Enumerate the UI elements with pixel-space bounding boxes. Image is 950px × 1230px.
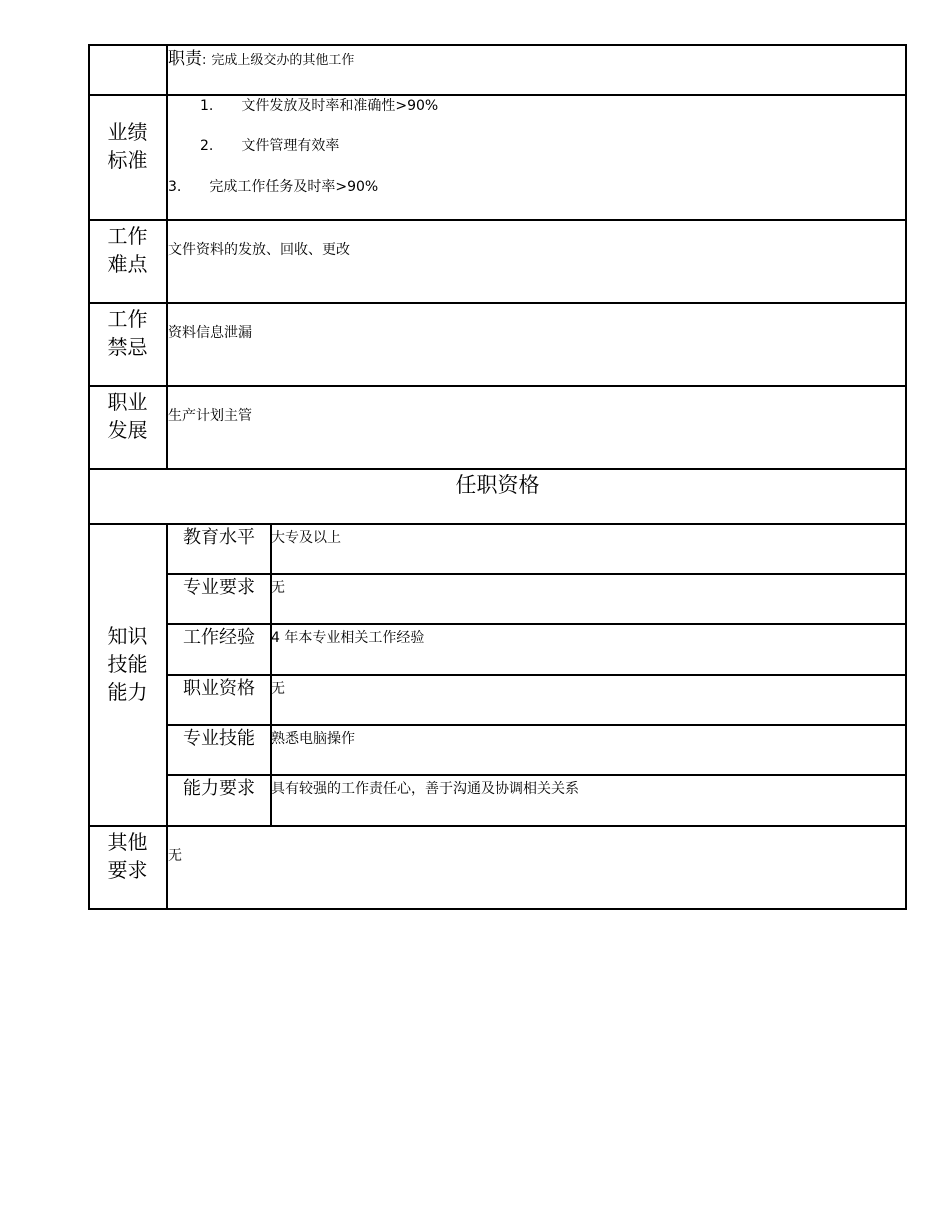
performance-label (88, 118, 167, 174)
row-divider (88, 468, 907, 470)
knowledge-label-line1: 知识 (107, 624, 148, 648)
certification-label: 职业资格 (183, 678, 255, 699)
responsibility-colon: : (202, 53, 207, 68)
taboo-label-line1: 工作 (107, 307, 148, 331)
performance-item (168, 180, 378, 194)
row-divider (88, 825, 907, 827)
row-divider (88, 385, 907, 387)
performance-label-line1: 业绩 (107, 120, 148, 144)
sub-row-divider (167, 674, 907, 676)
career-label-line2: 发展 (107, 418, 148, 442)
skills-label: 专业技能 (183, 728, 255, 749)
performance-item (200, 99, 438, 113)
difficulty-value: 文件资料的发放、回收、更改 (168, 242, 350, 258)
performance-item-number: 3. (168, 179, 182, 195)
career-value: 生产计划主管 (168, 408, 252, 424)
sub-row-divider (167, 623, 907, 625)
career-label-line1: 职业 (107, 390, 148, 414)
other-label (88, 828, 167, 884)
sub-row-divider (167, 573, 907, 575)
taboo-value: 资料信息泄漏 (168, 325, 252, 341)
knowledge-label-line3: 能力 (107, 680, 148, 704)
career-label (88, 388, 167, 444)
other-label-line1: 其他 (107, 830, 148, 854)
difficulty-label-line2: 难点 (107, 252, 148, 276)
certification-value: 无 (271, 681, 285, 697)
row-divider (88, 94, 907, 96)
ability-value: 具有较强的工作责任心，善于沟通及协调相关关系 (271, 781, 579, 797)
sub-row-divider (167, 774, 907, 776)
difficulty-label-line1: 工作 (107, 224, 148, 248)
qualification-title: 任职资格 (455, 473, 540, 497)
row-divider (88, 523, 907, 525)
major-label: 专业要求 (183, 577, 255, 598)
other-label-line2: 要求 (107, 858, 148, 882)
difficulty-label (88, 222, 167, 278)
performance-label-line2: 标准 (107, 148, 148, 172)
performance-item (200, 139, 339, 153)
other-value: 无 (168, 848, 182, 864)
major-value: 无 (271, 580, 285, 596)
taboo-label-line2: 禁忌 (107, 335, 148, 359)
taboo-label (88, 305, 167, 361)
experience-value: 4 年本专业相关工作经验 (271, 630, 425, 646)
skills-value: 熟悉电脑操作 (271, 731, 355, 747)
knowledge-label-line2: 技能 (107, 652, 148, 676)
ability-label: 能力要求 (183, 778, 255, 799)
performance-item-number: 1. (200, 98, 214, 114)
responsibility-line (168, 51, 354, 68)
knowledge-label (88, 622, 167, 706)
performance-item-text: 完成工作任务及时率>90% (209, 179, 379, 195)
table-border-bottom (88, 908, 907, 910)
experience-label: 工作经验 (183, 627, 255, 648)
performance-item-text: 文件发放及时率和准确性>90% (241, 98, 439, 114)
sub-row-divider (167, 724, 907, 726)
table-border-top (88, 44, 907, 46)
row-divider (88, 219, 907, 221)
performance-item-number: 2. (200, 138, 214, 154)
education-label: 教育水平 (183, 527, 255, 548)
education-value: 大专及以上 (271, 530, 341, 546)
performance-item-text: 文件管理有效率 (241, 138, 340, 154)
responsibility-prefix: 职责 (168, 49, 202, 69)
row-divider (88, 302, 907, 304)
responsibility-text: 完成上级交办的其他工作 (211, 53, 355, 68)
job-description-table (88, 44, 907, 910)
